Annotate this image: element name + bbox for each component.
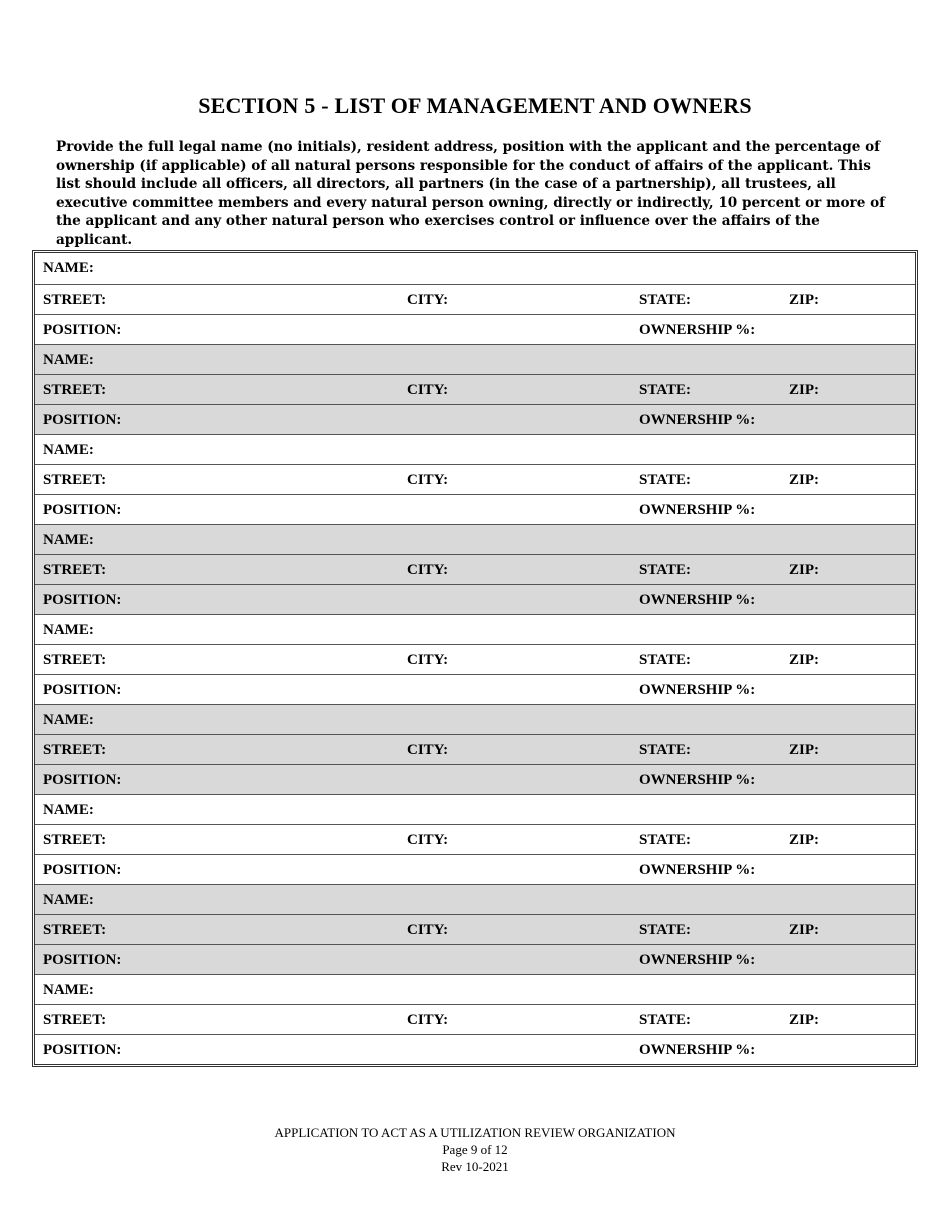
position-row[interactable] bbox=[35, 1034, 915, 1064]
zip-label: ZIP: bbox=[789, 652, 819, 668]
state-label: STATE: bbox=[639, 922, 691, 938]
name-row[interactable] bbox=[35, 434, 915, 464]
page-footer bbox=[0, 1124, 950, 1175]
position-row[interactable] bbox=[35, 494, 915, 524]
name-row[interactable] bbox=[35, 974, 915, 1004]
street-label: STREET: bbox=[43, 652, 107, 668]
position-row[interactable] bbox=[35, 404, 915, 434]
name-row[interactable] bbox=[35, 704, 915, 734]
address-row[interactable] bbox=[35, 914, 915, 944]
position-label: POSITION: bbox=[43, 682, 122, 698]
street-label: STREET: bbox=[43, 1012, 107, 1028]
zip-label: ZIP: bbox=[789, 472, 819, 488]
zip-label: ZIP: bbox=[789, 1012, 819, 1028]
ownership-label: OWNERSHIP %: bbox=[639, 412, 756, 428]
zip-label: ZIP: bbox=[789, 832, 819, 848]
zip-label: ZIP: bbox=[789, 292, 819, 308]
address-row[interactable] bbox=[35, 374, 915, 404]
position-label: POSITION: bbox=[43, 1042, 122, 1058]
ownership-label: OWNERSHIP %: bbox=[639, 592, 756, 608]
ownership-label: OWNERSHIP %: bbox=[639, 502, 756, 518]
street-label: STREET: bbox=[43, 292, 107, 308]
name-label: NAME: bbox=[43, 442, 94, 458]
zip-label: ZIP: bbox=[789, 562, 819, 578]
name-row[interactable] bbox=[35, 524, 915, 554]
state-label: STATE: bbox=[639, 292, 691, 308]
ownership-label: OWNERSHIP %: bbox=[639, 682, 756, 698]
state-label: STATE: bbox=[639, 1012, 691, 1028]
zip-label: ZIP: bbox=[789, 742, 819, 758]
position-label: POSITION: bbox=[43, 862, 122, 878]
city-label: CITY: bbox=[407, 652, 449, 668]
management-owners-form bbox=[32, 250, 918, 1067]
city-label: CITY: bbox=[407, 562, 449, 578]
position-label: POSITION: bbox=[43, 322, 122, 338]
ownership-label: OWNERSHIP %: bbox=[639, 952, 756, 968]
street-label: STREET: bbox=[43, 922, 107, 938]
name-row[interactable] bbox=[35, 344, 915, 374]
position-row[interactable] bbox=[35, 314, 915, 344]
name-row[interactable] bbox=[35, 614, 915, 644]
footer-page-number: Page 9 of 12 bbox=[442, 1142, 508, 1157]
address-row[interactable] bbox=[35, 554, 915, 584]
zip-label: ZIP: bbox=[789, 382, 819, 398]
city-label: CITY: bbox=[407, 832, 449, 848]
name-label: NAME: bbox=[43, 260, 94, 276]
state-label: STATE: bbox=[639, 742, 691, 758]
street-label: STREET: bbox=[43, 472, 107, 488]
name-label: NAME: bbox=[43, 622, 94, 638]
ownership-label: OWNERSHIP %: bbox=[639, 772, 756, 788]
city-label: CITY: bbox=[407, 292, 449, 308]
footer-revision: Rev 10-2021 bbox=[441, 1159, 509, 1174]
city-label: CITY: bbox=[407, 472, 449, 488]
name-label: NAME: bbox=[43, 352, 94, 368]
position-row[interactable] bbox=[35, 764, 915, 794]
position-row[interactable] bbox=[35, 674, 915, 704]
name-label: NAME: bbox=[43, 982, 94, 998]
address-row[interactable] bbox=[35, 284, 915, 314]
name-label: NAME: bbox=[43, 802, 94, 818]
position-label: POSITION: bbox=[43, 952, 122, 968]
state-label: STATE: bbox=[639, 652, 691, 668]
state-label: STATE: bbox=[639, 832, 691, 848]
page-title: SECTION 5 - LIST OF MANAGEMENT AND OWNERS bbox=[198, 93, 752, 118]
name-label: NAME: bbox=[43, 892, 94, 908]
address-row[interactable] bbox=[35, 824, 915, 854]
position-label: POSITION: bbox=[43, 592, 122, 608]
state-label: STATE: bbox=[639, 382, 691, 398]
street-label: STREET: bbox=[43, 382, 107, 398]
name-row[interactable] bbox=[35, 794, 915, 824]
position-label: POSITION: bbox=[43, 412, 122, 428]
city-label: CITY: bbox=[407, 382, 449, 398]
city-label: CITY: bbox=[407, 1012, 449, 1028]
ownership-label: OWNERSHIP %: bbox=[639, 322, 756, 338]
position-row[interactable] bbox=[35, 584, 915, 614]
ownership-label: OWNERSHIP %: bbox=[639, 1042, 756, 1058]
city-label: CITY: bbox=[407, 742, 449, 758]
position-label: POSITION: bbox=[43, 772, 122, 788]
position-label: POSITION: bbox=[43, 502, 122, 518]
street-label: STREET: bbox=[43, 562, 107, 578]
zip-label: ZIP: bbox=[789, 922, 819, 938]
address-row[interactable] bbox=[35, 734, 915, 764]
state-label: STATE: bbox=[639, 472, 691, 488]
instructions-text: Provide the full legal name (no initials), resident address, position with the applicant and the percentage of ownership (if applicable) of all natural persons responsible for the conduct of affairs of the applicant. This list should include all officers, all directors, all partners (in the case of a partnership), all trustees, all executive committee members and every natural person owning, directly or indirectly, 10 percent or more of the applicant and any other natural person who exercises control or influence over the affairs of the applicant. bbox=[56, 139, 885, 248]
footer-application-title: APPLICATION TO ACT AS A UTILIZATION REVIEW ORGANIZATION bbox=[274, 1125, 676, 1140]
ownership-label: OWNERSHIP %: bbox=[639, 862, 756, 878]
name-label: NAME: bbox=[43, 712, 94, 728]
city-label: CITY: bbox=[407, 922, 449, 938]
state-label: STATE: bbox=[639, 562, 691, 578]
address-row[interactable] bbox=[35, 1004, 915, 1034]
name-row[interactable] bbox=[35, 253, 915, 284]
position-row[interactable] bbox=[35, 854, 915, 884]
address-row[interactable] bbox=[35, 464, 915, 494]
name-row[interactable] bbox=[35, 884, 915, 914]
position-row[interactable] bbox=[35, 944, 915, 974]
name-label: NAME: bbox=[43, 532, 94, 548]
street-label: STREET: bbox=[43, 742, 107, 758]
street-label: STREET: bbox=[43, 832, 107, 848]
address-row[interactable] bbox=[35, 644, 915, 674]
